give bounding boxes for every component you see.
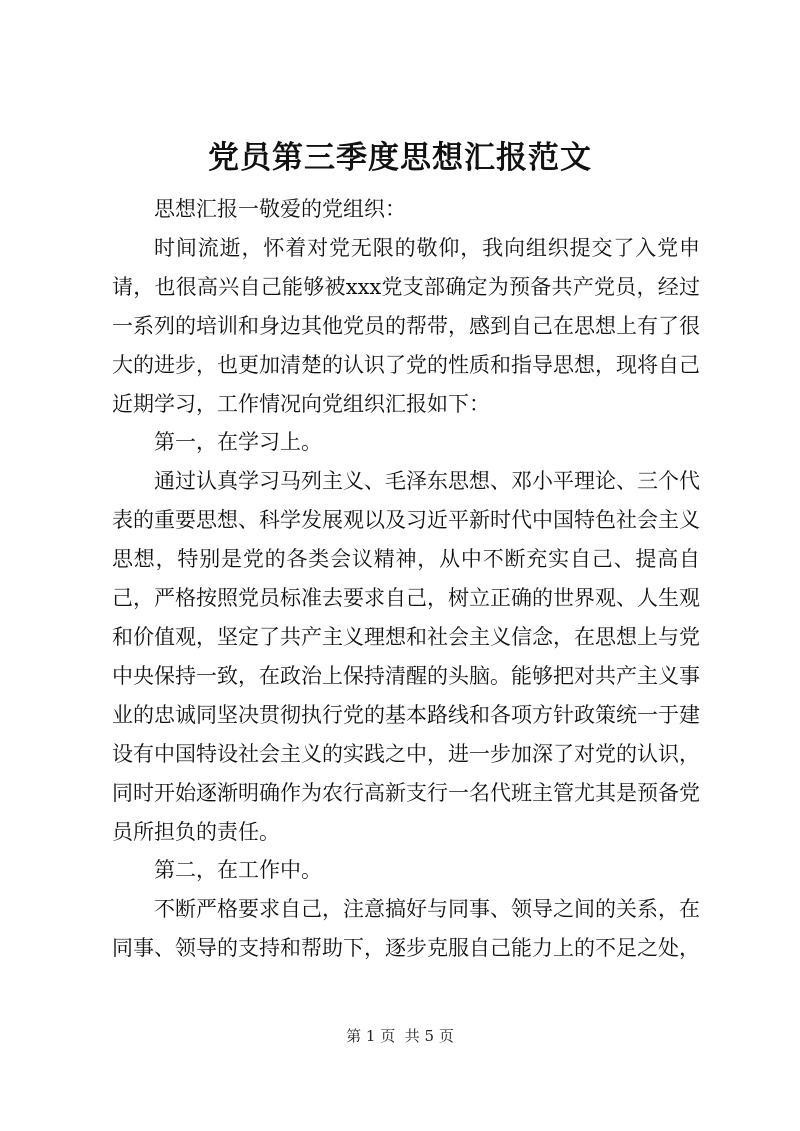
section-heading-work: 第二，在工作中。 xyxy=(154,858,322,883)
paragraph-intro: 时间流逝，怀着对党无限的敬仰，我向组织提交了入党申请，也很高兴自己能够被xxx党支部确定为预备共产党员，经过一系列的培训和身边其他党员的帮带，感到自己在思想上有了很大的进步，也更加清楚的认识了党的性质和指导思想，现将自己近期学习，工作情况向党组织汇报如下： xyxy=(112,235,700,416)
salutation: 思想汇报一敬爱的党组织： xyxy=(154,197,406,221)
page-number: 第 1 页 共 5 页 xyxy=(346,1027,454,1045)
paragraph-work: 不断严格要求自己，注意搞好与同事、领导之间的关系，在同事、领导的支持和帮助下，逐步克服自己能力上的不足之处， xyxy=(112,897,700,961)
page-footer xyxy=(0,1025,800,1047)
paragraph-study: 通过认真学习马列主义、毛泽东思想、邓小平理论、三个代表的重要思想、科学发展观以及习近平新时代中国特色社会主义思想，特别是党的各类会议精神，从中不断充实自己、提高自己，严格按照党员标准去要求自己，树立正确的世界观、人生观和价值观，坚定了共产主义理想和社会主义信念，在思想上与党中央保持一致，在政治上保持清醒的头脑。能够把对共产主义事业的忠诚同坚决贯彻执行党的基本路线和各项方针政策统一于建设有中国特设社会主义的实践之中，进一步加深了对党的认识，同时开始逐渐明确作为农行高新支行一名代班主管尤其是预备党员所担负的责任。 xyxy=(112,469,700,844)
document-title: 党员第三季度思想汇报范文 xyxy=(208,140,592,176)
section-heading-study: 第一，在学习上。 xyxy=(154,430,322,455)
document-body xyxy=(112,190,700,968)
